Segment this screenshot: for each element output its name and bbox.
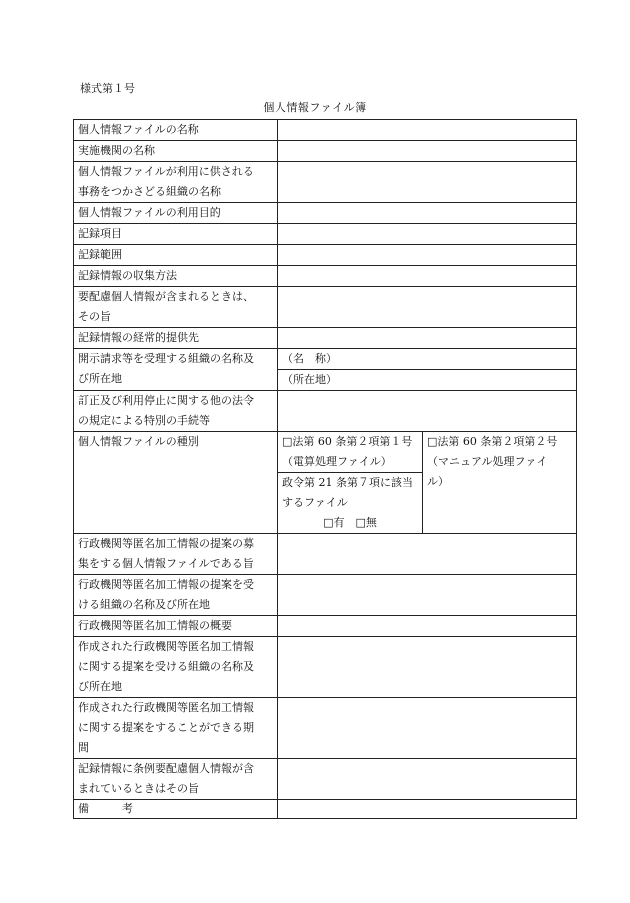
row-collection-method bbox=[74, 266, 577, 287]
label-agency-name: 実施機関の名称 bbox=[74, 141, 278, 162]
label-record-items: 記録項目 bbox=[74, 224, 278, 245]
value-file-name[interactable] bbox=[278, 120, 577, 141]
row-ordinance-sensitive bbox=[74, 759, 577, 800]
label-ordinance-sensitive: 記録情報に条例要配慮個人情報が含 まれているときはその旨 bbox=[74, 759, 278, 800]
row-purpose bbox=[74, 203, 577, 224]
label-disclosure-org: 開示請求等を受理する組織の名称及 び所在地 bbox=[74, 349, 278, 391]
value-disclosure-org bbox=[278, 349, 577, 391]
value-record-scope[interactable] bbox=[278, 245, 577, 266]
label-record-scope: 記録範囲 bbox=[74, 245, 278, 266]
label-sensitive-info: 要配慮個人情報が含まれるときは、 その旨 bbox=[74, 287, 278, 328]
form-number: 様式第１号 bbox=[80, 82, 135, 95]
row-record-items bbox=[74, 224, 577, 245]
value-agency-name[interactable] bbox=[278, 141, 577, 162]
label-file-name: 個人情報ファイルの名称 bbox=[74, 120, 278, 141]
label-anon-period: 作成された行政機関等匿名加工情報 に関する提案をすることができる期 間 bbox=[74, 698, 278, 759]
label-file-kind: 個人情報ファイルの種別 bbox=[74, 432, 278, 534]
value-anon-summary[interactable] bbox=[278, 616, 577, 637]
row-agency-name bbox=[74, 141, 577, 162]
disclosure-address-label: （所在地） bbox=[282, 373, 337, 386]
row-anon-created-receiver bbox=[74, 637, 577, 698]
disclosure-address-field[interactable] bbox=[278, 370, 576, 390]
disclosure-name-label: （名 称） bbox=[282, 352, 337, 365]
row-file-name bbox=[74, 120, 577, 141]
row-file-kind bbox=[74, 432, 577, 534]
form-title: 個人情報ファイル簿 bbox=[263, 101, 367, 114]
label-anon-summary: 行政機関等匿名加工情報の概要 bbox=[74, 616, 278, 637]
row-anon-recruit bbox=[74, 534, 577, 575]
value-remarks[interactable] bbox=[278, 800, 577, 819]
disclosure-name-field[interactable] bbox=[278, 349, 576, 370]
label-collection-method: 記録情報の収集方法 bbox=[74, 266, 278, 287]
value-purpose[interactable] bbox=[278, 203, 577, 224]
row-correction-procedure bbox=[74, 391, 577, 432]
kind-ordinance-option: 政令第 21 条第７項に該当 するファイル □有 □無 bbox=[278, 473, 422, 533]
row-anon-period bbox=[74, 698, 577, 759]
label-org-name: 個人情報ファイルが利用に供される 事務をつかさどる組織の名称 bbox=[74, 162, 278, 203]
row-remarks bbox=[74, 800, 577, 819]
personal-info-file-register-table bbox=[73, 119, 577, 819]
value-anon-recruit[interactable] bbox=[278, 534, 577, 575]
row-record-scope bbox=[74, 245, 577, 266]
value-ordinance-sensitive[interactable] bbox=[278, 759, 577, 800]
value-record-items[interactable] bbox=[278, 224, 577, 245]
value-anon-created-receiver[interactable] bbox=[278, 637, 577, 698]
label-anon-recruit: 行政機関等匿名加工情報の提案の募 集をする個人情報ファイルである旨 bbox=[74, 534, 278, 575]
row-regular-recipient bbox=[74, 328, 577, 349]
row-sensitive-info bbox=[74, 287, 577, 328]
kind-electronic-option[interactable]: □法第 60 条第２項第１号 （電算処理ファイル） bbox=[278, 432, 422, 473]
value-correction-procedure[interactable] bbox=[278, 391, 577, 432]
value-file-kind bbox=[278, 432, 577, 534]
row-org-name bbox=[74, 162, 577, 203]
label-anon-created-receiver: 作成された行政機関等匿名加工情報 に関する提案を受ける組織の名称及 び所在地 bbox=[74, 637, 278, 698]
value-collection-method[interactable] bbox=[278, 266, 577, 287]
kind-left-column bbox=[278, 432, 423, 533]
row-anon-summary bbox=[74, 616, 577, 637]
label-regular-recipient: 記録情報の経常的提供先 bbox=[74, 328, 278, 349]
value-regular-recipient[interactable] bbox=[278, 328, 577, 349]
row-disclosure-org bbox=[74, 349, 577, 391]
label-purpose: 個人情報ファイルの利用目的 bbox=[74, 203, 278, 224]
label-anon-receiver: 行政機関等匿名加工情報の提案を受 ける組織の名称及び所在地 bbox=[74, 575, 278, 616]
value-org-name[interactable] bbox=[278, 162, 577, 203]
label-correction-procedure: 訂正及び利用停止に関する他の法令 の規定による特別の手続等 bbox=[74, 391, 278, 432]
value-anon-receiver[interactable] bbox=[278, 575, 577, 616]
label-remarks: 備 考 bbox=[74, 800, 278, 819]
value-anon-period[interactable] bbox=[278, 698, 577, 759]
row-anon-receiver bbox=[74, 575, 577, 616]
kind-manual-option[interactable]: □法第 60 条第２項第２号 （マニュアル処理ファイ ル） bbox=[427, 435, 558, 488]
yes-no-checkboxes[interactable]: □有 □無 bbox=[323, 516, 377, 529]
value-sensitive-info[interactable] bbox=[278, 287, 577, 328]
